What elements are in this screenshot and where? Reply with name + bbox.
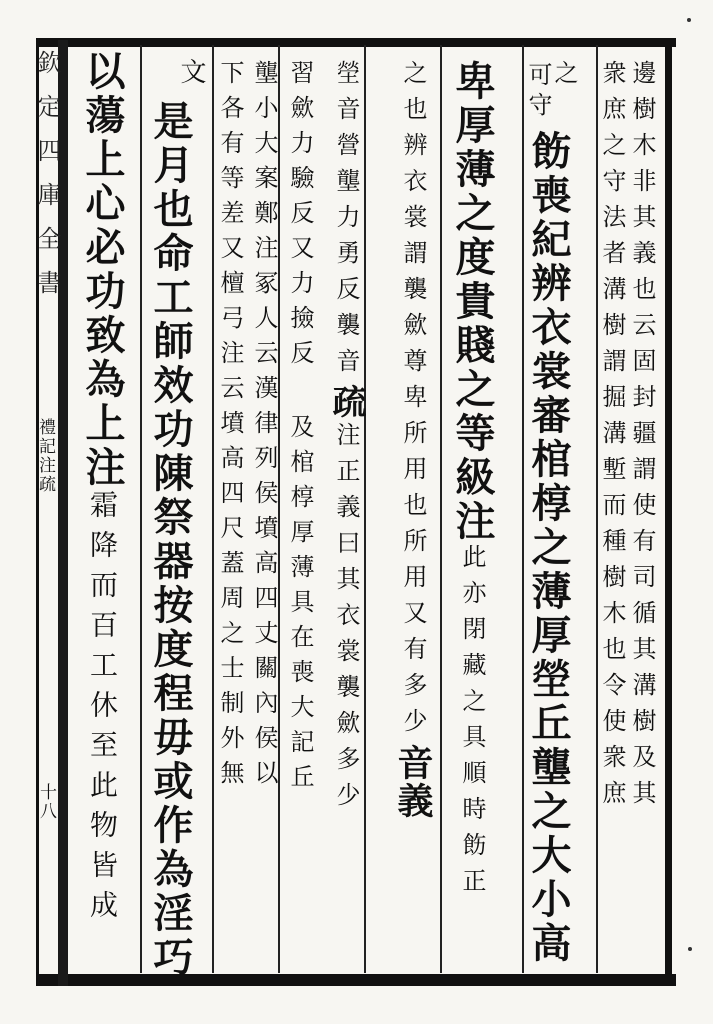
column-rule [140, 45, 142, 973]
column-rule [522, 45, 524, 973]
text-column-5 [322, 60, 371, 818]
text-column-2-main: 飭喪紀辨衣裳審棺椁之薄厚塋丘壟之大小高 [525, 130, 572, 966]
scan-speck [688, 947, 692, 951]
margin-book-title: 禮記注疏 [35, 418, 55, 494]
margin-page-number: 十八 [36, 783, 56, 821]
frame-top-border [36, 38, 676, 47]
column-rule [440, 45, 442, 973]
text-column-8: 下各有等差又檀弓注云墳高四尺蓋周之士制外無 [216, 60, 244, 795]
text-column-6: 習歛力驗反又力撿反 及棺椁厚薄具在喪大記丘 [286, 60, 314, 799]
text-column-1a: 邊樹木非其義也云固封疆謂使有司循其溝樹及其 [628, 60, 656, 816]
text-column-1b: 衆庶之守法者溝樹謂掘溝塹而種樹木也令使衆庶 [598, 60, 626, 816]
text-column-4 [388, 60, 439, 820]
column-5-pronunciation: 塋音營壟力勇反襲音 [332, 60, 360, 384]
column-5-commentary: 注正義曰其衣裳襲歛多少 [332, 422, 360, 818]
column-5-shu-marker: 疏 [326, 384, 366, 422]
text-column-7: 壟小大案鄭注冢人云漢律列侯墳高四丈關內侯以 [250, 60, 278, 795]
column-3-note-marker: 注 [449, 500, 496, 544]
column-4-yinyi-marker: 音義 [392, 744, 434, 820]
column-10-commentary: 霜降而百工休至此物皆成 [86, 490, 119, 930]
column-10-note-marker: 注 [79, 446, 126, 490]
column-10-main: 以蕩上心必功致為上 [79, 50, 126, 446]
frame-right-border [665, 38, 672, 986]
column-3-commentary: 此亦閉藏之具順時飭正 [458, 544, 486, 904]
text-column-9-note: 文 [176, 58, 206, 96]
text-column-2-note-b: 可守 [524, 62, 552, 122]
text-column-3 [449, 60, 496, 904]
text-column-9-main: 是月也命工師效功陳祭器按度程毋或作為淫巧 [147, 100, 194, 980]
column-4-commentary: 之也辨衣裳謂襲歛尊卑所用也所用又有多少 [399, 60, 427, 744]
column-3-main-a: 卑厚薄之度貴賤之等級 [449, 60, 496, 500]
frame-bottom-border [36, 974, 676, 986]
margin-library-title: 欽定四庫全書 [33, 50, 61, 314]
text-column-2-note-a: 之 [550, 60, 578, 90]
text-column-10 [79, 50, 126, 930]
scan-speck [687, 18, 691, 22]
